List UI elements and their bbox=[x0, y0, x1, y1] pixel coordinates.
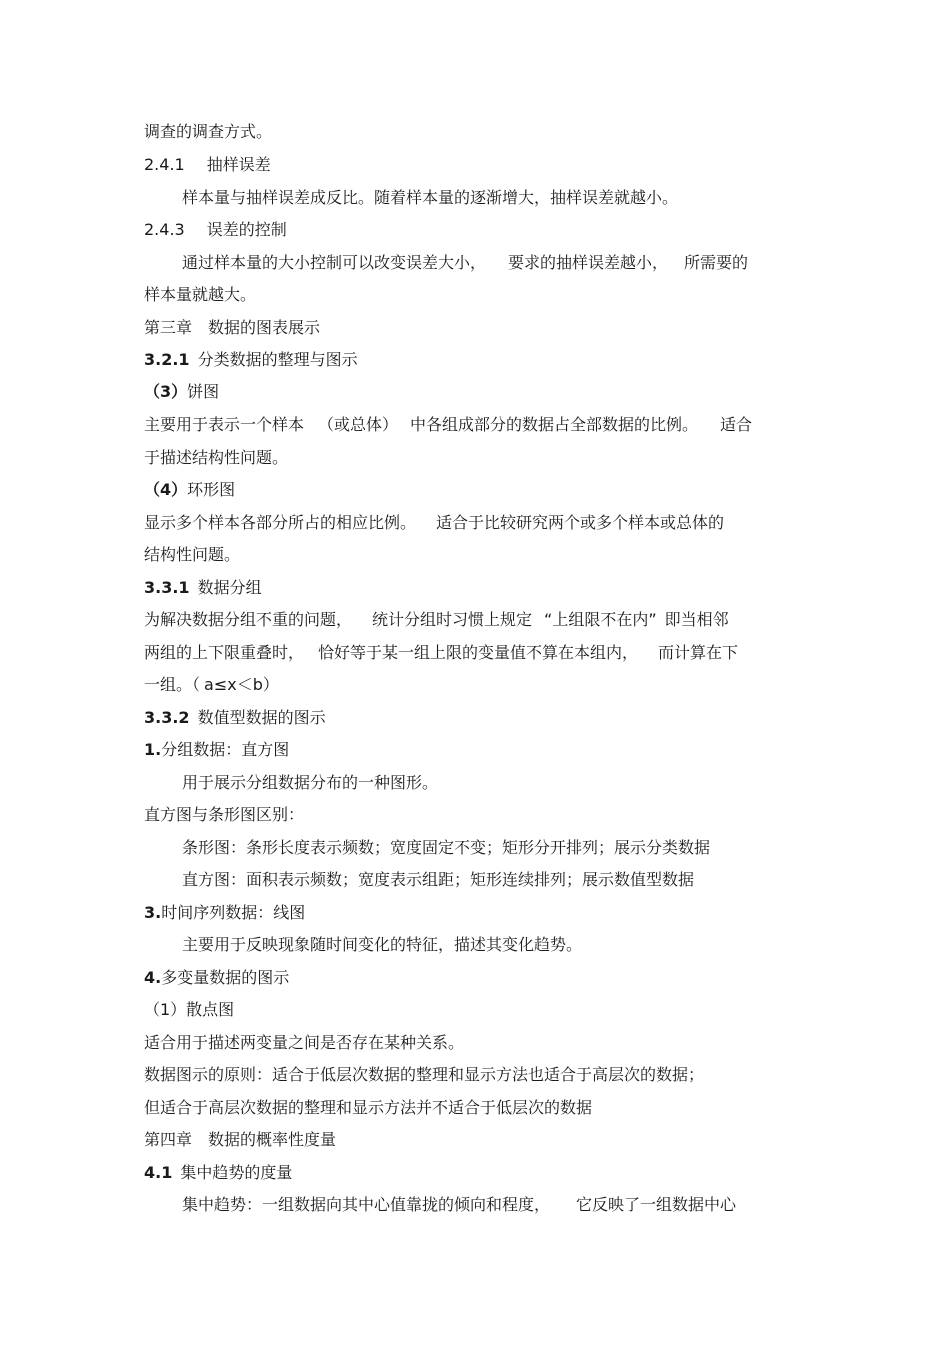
item-title: 饼图 bbox=[187, 382, 220, 401]
item-title: 环形图 bbox=[187, 480, 236, 499]
section-number: 4.1 bbox=[144, 1163, 173, 1182]
paragraph-text: 统计分组时习惯上规定 bbox=[372, 610, 533, 629]
item-number: 3. bbox=[144, 903, 162, 922]
item-title: 分组数据：直方图 bbox=[161, 740, 290, 759]
item-title: （1）散点图 bbox=[144, 1000, 235, 1019]
paragraph-text: 为解决数据分组不重的问题， bbox=[144, 610, 353, 629]
text-line bbox=[182, 870, 694, 890]
section-heading bbox=[144, 155, 271, 175]
paragraph-text: 而计算在下 bbox=[658, 643, 739, 662]
text-line bbox=[182, 838, 710, 858]
paragraph-text: 即当相邻 bbox=[664, 610, 729, 629]
item-number: 4. bbox=[144, 968, 162, 987]
section-heading bbox=[144, 350, 358, 370]
text-line bbox=[144, 415, 752, 435]
text-line bbox=[144, 1065, 704, 1085]
paragraph-text: 中各组成部分的数据占全部数据的比例。 bbox=[410, 415, 699, 434]
section-heading bbox=[144, 220, 287, 240]
paragraph-text: 适合 bbox=[720, 415, 753, 434]
paragraph-text: 恰好等于某一组上限的变量值不算在本组内， bbox=[318, 643, 639, 662]
paragraph-text: “上组限不在内” bbox=[544, 610, 657, 629]
text-line bbox=[144, 610, 729, 630]
subsection-heading bbox=[144, 740, 289, 760]
section-title: 抽样误差 bbox=[206, 155, 271, 174]
paragraph-text: 于描述结构性问题。 bbox=[144, 448, 289, 467]
chapter-heading bbox=[144, 318, 320, 338]
chapter-title: 数据的概率性度量 bbox=[208, 1130, 337, 1149]
item-number: （3） bbox=[144, 382, 188, 401]
section-number: 3.2.1 bbox=[144, 350, 190, 369]
paragraph-text: 条形图：条形长度表示频数；宽度固定不变；矩形分开排列；展示分类数据 bbox=[182, 838, 711, 857]
paragraph-text: 适合用于描述两变量之间是否存在某种关系。 bbox=[144, 1033, 465, 1052]
text-line bbox=[144, 448, 288, 468]
text-line bbox=[144, 1000, 234, 1020]
text-line bbox=[144, 513, 724, 533]
section-number: 3.3.2 bbox=[144, 708, 190, 727]
subsection-heading bbox=[144, 968, 289, 988]
paragraph-text: 显示多个样本各部分所占的相应比例。 bbox=[144, 513, 417, 532]
paragraph-text: 要求的抽样误差越小， bbox=[508, 253, 669, 272]
section-title: 数值型数据的图示 bbox=[197, 708, 326, 727]
paragraph-text: 调查的调查方式。 bbox=[144, 122, 273, 141]
chapter-label: 第四章 bbox=[144, 1130, 193, 1149]
text-line bbox=[182, 773, 438, 793]
item-title: 时间序列数据：线图 bbox=[161, 903, 306, 922]
paragraph-text: （或总体） bbox=[318, 415, 399, 434]
section-title: 误差的控制 bbox=[206, 220, 287, 239]
paragraph-text: 数据图示的原则：适合于低层次数据的整理和显示方法也适合于高层次的数据； bbox=[144, 1065, 705, 1084]
text-line bbox=[144, 675, 279, 695]
paragraph-text: 适合于比较研究两个或多个样本或总体的 bbox=[436, 513, 725, 532]
section-title: 数据分组 bbox=[197, 578, 262, 597]
item-title: 多变量数据的图示 bbox=[161, 968, 290, 987]
text-line bbox=[144, 1033, 464, 1053]
text-line bbox=[144, 122, 272, 142]
paragraph-text: 结构性问题。 bbox=[144, 545, 241, 564]
text-line bbox=[144, 643, 738, 663]
subsection-heading bbox=[144, 903, 305, 923]
item-number: 1. bbox=[144, 740, 162, 759]
paragraph-text: 直方图与条形图区别： bbox=[144, 805, 305, 824]
paragraph-text: 通过样本量的大小控制可以改变误差大小， bbox=[182, 253, 487, 272]
paragraph-text: 一组。（ bbox=[144, 675, 201, 694]
paragraph-text: 样本量与抽样误差成反比。随着样本量的逐渐增大，抽样误差就越小。 bbox=[182, 188, 679, 207]
section-number: 2.4.3 bbox=[144, 220, 185, 239]
paragraph-text: 两组的上下限重叠时， bbox=[144, 643, 305, 662]
item-number: （4） bbox=[144, 480, 188, 499]
section-title: 分类数据的整理与图示 bbox=[197, 350, 358, 369]
paragraph-text: 样本量就越大。 bbox=[144, 285, 257, 304]
text-line bbox=[144, 545, 240, 565]
chapter-title: 数据的图表展示 bbox=[208, 318, 321, 337]
paragraph-text: 直方图：面积表示频数；宽度表示组距；矩形连续排列；展示数值型数据 bbox=[182, 870, 695, 889]
paragraph-text: 主要用于反映现象随时间变化的特征，描述其变化趋势。 bbox=[182, 935, 583, 954]
subsection-heading bbox=[144, 480, 235, 500]
section-number: 2.4.1 bbox=[144, 155, 185, 174]
section-number: 3.3.1 bbox=[144, 578, 190, 597]
text-line bbox=[144, 285, 256, 305]
paragraph-text: 所需要的 bbox=[684, 253, 749, 272]
section-heading bbox=[144, 1163, 292, 1183]
chapter-heading bbox=[144, 1130, 336, 1150]
text-line bbox=[144, 1098, 592, 1118]
text-line bbox=[182, 935, 582, 955]
paragraph-text: 用于展示分组数据分布的一种图形。 bbox=[182, 773, 439, 792]
paragraph-text: 但适合于高层次数据的整理和显示方法并不适合于低层次的数据 bbox=[144, 1098, 593, 1117]
text-line bbox=[144, 805, 304, 825]
chapter-label: 第三章 bbox=[144, 318, 193, 337]
text-line bbox=[182, 1195, 736, 1215]
paragraph-text: a≤x＜b） bbox=[204, 675, 279, 694]
section-heading bbox=[144, 708, 326, 728]
section-title: 集中趋势的度量 bbox=[180, 1163, 293, 1182]
text-line bbox=[182, 188, 678, 208]
paragraph-text: 它反映了一组数据中心 bbox=[576, 1195, 737, 1214]
section-heading bbox=[144, 578, 262, 598]
text-line bbox=[182, 253, 748, 273]
paragraph-text: 集中趋势：一组数据向其中心值靠拢的倾向和程度， bbox=[182, 1195, 551, 1214]
paragraph-text: 主要用于表示一个样本 bbox=[144, 415, 305, 434]
subsection-heading bbox=[144, 382, 219, 402]
